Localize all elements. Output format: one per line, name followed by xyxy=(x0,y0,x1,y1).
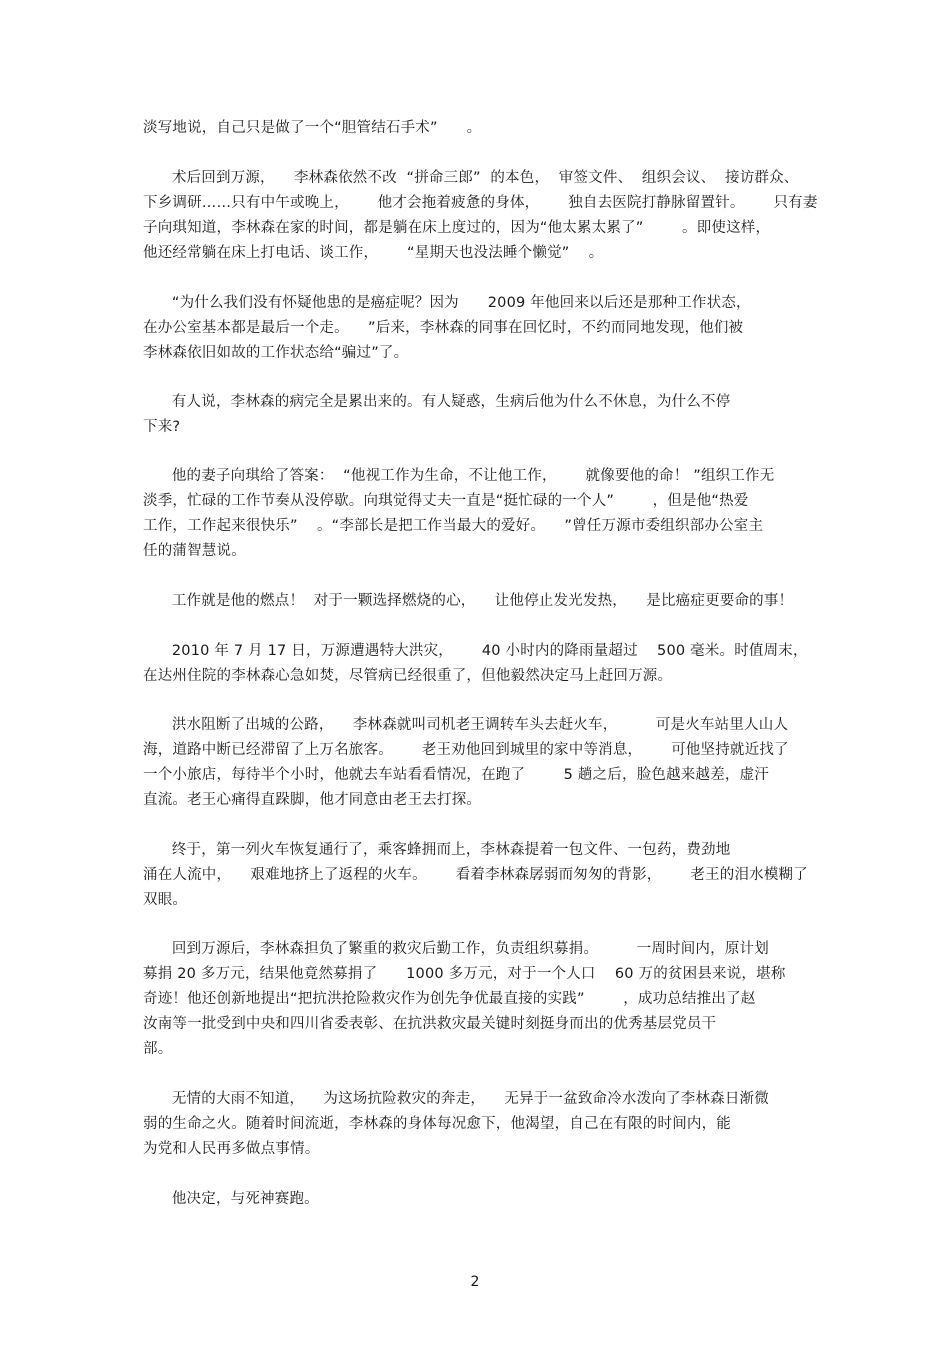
text-line: 李林森依旧如故的工作状态给“骗过”了。 xyxy=(143,345,409,361)
paragraph-11 xyxy=(143,1087,813,1162)
text-line: 下来? xyxy=(143,419,181,435)
paragraph-9 xyxy=(143,838,813,913)
text-line: 在办公室基本都是最后一个走。 ”后来，李林森的同事在回忆时，不约而同地发现，他们被 xyxy=(143,320,744,336)
text-line: 子向琪知道，李林森在家的时间，都是躺在床上度过的，因为“他太累太累了” 。即使这样， xyxy=(143,220,771,236)
paragraph-5 xyxy=(143,464,813,564)
text-line: 部。 xyxy=(143,1041,173,1057)
paragraph-6 xyxy=(143,589,813,614)
text-line: 洪水阻断了出城的公路， 李林森就叫司机老王调转车头去赶火车， 可是火车站里人山人 xyxy=(143,717,789,733)
text-line: 涌在人流中， 艰难地挤上了返程的火车。 看着李林森孱弱而匆匆的背影， 老王的泪水模糊了 xyxy=(143,867,808,883)
text-line: 弱的生命之火。随着时间流逝，李林森的身体每况愈下，他渴望，自己在有限的时间内，能 xyxy=(143,1116,731,1132)
text-line: 终于，第一列火车恢复通行了，乘客蜂拥而上，李林森提着一包文件、一包药，费劲地 xyxy=(143,842,731,858)
text-line: 无情的大雨不知道， 为这场抗险救灾的奔走， 无异于一盆致命冷水泼向了李林森日渐微 xyxy=(143,1091,769,1107)
text-line: 工作，工作起来很快乐” 。“李部长是把工作当最大的爱好。 ”曾任万源市委组织部办公室主 xyxy=(143,518,764,534)
text-line: 一个小旅店，每待半个小时，他就去车站看看情况，在跑了 5 趟之后，脸色越来越差，虚汗 xyxy=(143,767,770,783)
text-line: 双眼。 xyxy=(143,892,188,908)
page-number: 2 xyxy=(470,1274,480,1290)
text-line: 术后回到万源， 李林森依然不改 “拼命三郎” 的本色， 审签文件、 组织会议、 接访群众、 xyxy=(143,170,799,186)
paragraph-12 xyxy=(143,1187,813,1212)
text-line: 淡季，忙碌的工作节奏从没停歇。向琪觉得丈夫一直是“挺忙碌的一个人” ，但是他“热爱 xyxy=(143,493,749,509)
text-line: 2010 年 7 月 17 日，万源遭遇特大洪灾， 40 小时内的降雨量超过 500 毫米。时值周末， xyxy=(143,643,808,659)
text-line: 募捐 20 多万元，结果他竟然募捐了 1000 多万元，对于一个人口 60 万的贫困县来说，堪称 xyxy=(143,966,786,982)
text-line: 他还经常躺在床上打电话、谈工作， “星期天也没法睡个懒觉” 。 xyxy=(143,245,604,261)
paragraph-1 xyxy=(143,116,813,141)
text-line: 奇迹！他还创新地提出“把抗洪抢险救灾作为创先争优最直接的实践” ，成功总结推出了赵 xyxy=(143,991,756,1007)
text-line: 他决定，与死神赛跑。 xyxy=(143,1191,319,1207)
text-line: 在达州住院的李林森心急如焚，尽管病已经很重了，但他毅然决定马上赶回万源。 xyxy=(143,668,673,684)
paragraph-4 xyxy=(143,390,813,440)
text-line: 任的蒲智慧说。 xyxy=(143,543,246,559)
text-line: 他的妻子向琪给了答案： “他视工作为生命，不让他工作， 就像要他的命！ ”组织工作无 xyxy=(143,468,775,484)
text-line: “为什么我们没有怀疑他患的是癌症呢？因为 2009 年他回来以后还是那种工作状态， xyxy=(143,295,751,311)
text-line: 汝南等一批受到中央和四川省委表彰、在抗洪救灾最关键时刻挺身而出的优秀基层党员干 xyxy=(143,1016,717,1032)
paragraph-8 xyxy=(143,713,813,813)
paragraph-10 xyxy=(143,937,813,1062)
text-line: 下乡调研……只有中午或晚上， 他才会拖着疲惫的身体， 独自去医院打静脉留置针。 只有妻 xyxy=(143,195,818,211)
text-line: 为党和人民再多做点事情。 xyxy=(143,1141,320,1157)
paragraph-3 xyxy=(143,291,813,366)
text-line: 工作就是他的燃点！ 对于一颗选择燃烧的心， 让他停止发光发热， 是比癌症更要命的事！ xyxy=(143,593,794,609)
paragraph-2 xyxy=(143,166,818,266)
text-line: 海，道路中断已经滞留了上万名旅客。 老王劝他回到城里的家中等消息， 可他坚持就近找了 xyxy=(143,742,789,758)
text-line: 回到万源后，李林森担负了繁重的救灾后勤工作，负责组织募捐。 一周时间内，原计划 xyxy=(143,941,769,957)
paragraph-7 xyxy=(143,639,813,689)
text-line: 有人说，李林森的病完全是累出来的。有人疑惑，生病后他为什么不休息，为什么不停 xyxy=(143,394,731,410)
text-line: 直流。老王心痛得直跺脚，他才同意由老王去打探。 xyxy=(143,792,482,808)
text-line: 淡写地说，自己只是做了一个“胆管结石手术” 。 xyxy=(143,120,482,136)
